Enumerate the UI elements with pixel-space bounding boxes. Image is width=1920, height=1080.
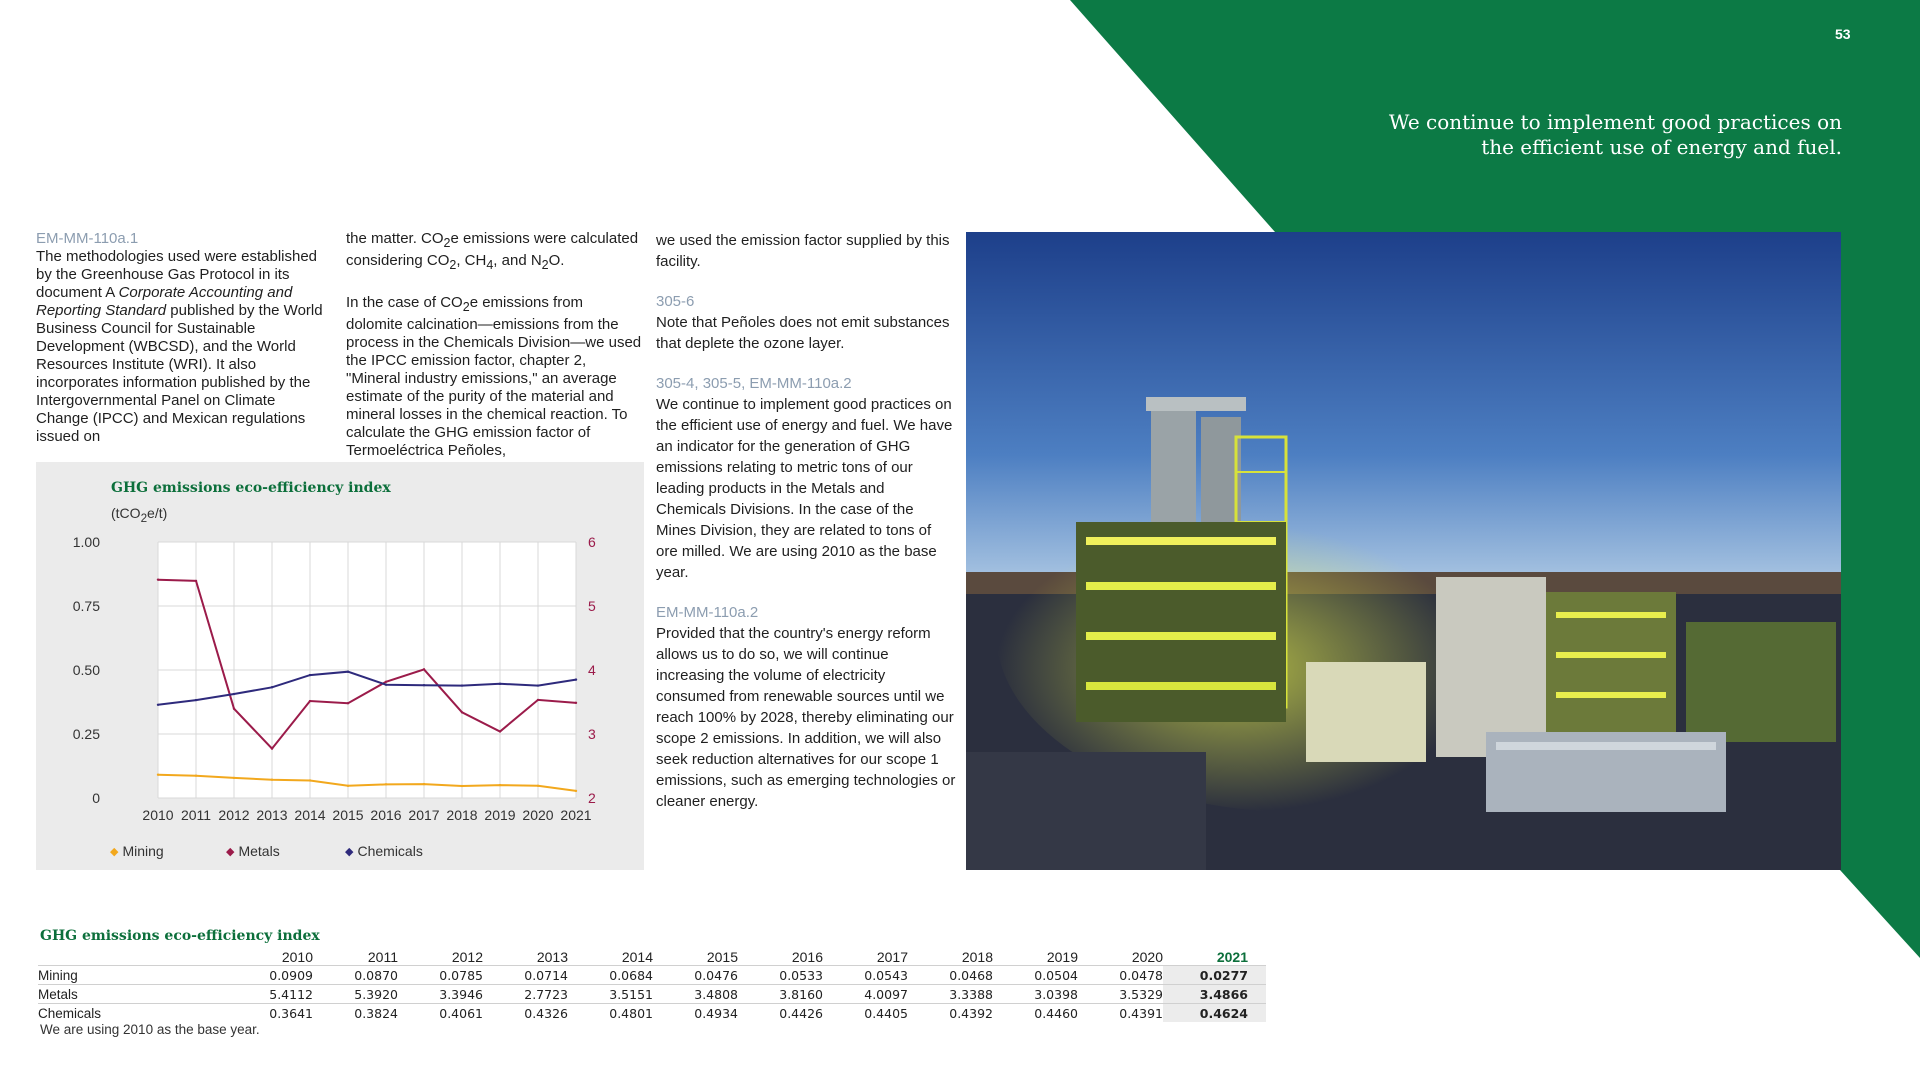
x-tick-label: 2016 — [370, 807, 402, 823]
data-point-metals — [423, 668, 425, 670]
y-right-tick-label: 5 — [588, 598, 596, 614]
y-right-tick-label: 3 — [588, 726, 596, 742]
data-point-mining — [499, 784, 501, 786]
good-practices-paragraph: We continue to implement good practices on the efficient use of energy and fuel. We have an indicator for the generation of GHG emissions relating to metric tons of our leading products in the Metals and Chemicals Divisions. In the case of the Mines Division, they are related to tons of ore milled. We are using 2010 as the base year. — [656, 396, 953, 581]
emission-factor-paragraph: we used the emission factor supplied by this facility. — [656, 232, 950, 270]
text-column-1 — [36, 230, 326, 446]
text-column-3 — [656, 230, 956, 812]
table-cell: 3.5329 — [1078, 985, 1163, 1004]
y-left-tick-label: 1.00 — [72, 534, 100, 550]
y-left-tick-label: 0.25 — [72, 726, 100, 742]
legend-label: Metals — [238, 843, 280, 859]
legend-marker-icon: ◆ — [345, 845, 354, 858]
disclosure-tag: 305-4, 305-5, EM-MM-110a.2 — [656, 375, 852, 392]
page-number: 53 — [1835, 26, 1851, 42]
table-row — [38, 985, 1266, 1004]
table-header-row — [38, 948, 1266, 966]
year-header: 2020 — [1131, 948, 1163, 965]
table-cell: 0.0909 — [228, 966, 313, 985]
data-point-metals — [271, 747, 273, 749]
table-cell: 0.0277 — [1163, 966, 1266, 985]
legend-label: Chemicals — [357, 843, 423, 859]
emissions-calc-paragraph: the matter. $CO_2e$ emissions were calculated considering $CO_2$, $CH_4$, and $N_2O$. — [346, 230, 639, 272]
table-cell: 5.4112 — [228, 985, 313, 1004]
data-point-mining — [309, 779, 311, 781]
table-cell: 0.0870 — [313, 966, 398, 985]
x-tick-label: 2014 — [294, 807, 326, 823]
chart-title: GHG emissions eco-efficiency index — [111, 480, 391, 496]
table-cell: 0.4405 — [823, 1004, 908, 1023]
data-point-mining — [157, 774, 159, 776]
year-header: 2014 — [621, 948, 653, 965]
table-cell: 0.0684 — [568, 966, 653, 985]
year-header: 2018 — [961, 948, 993, 965]
table-cell: 0.0504 — [993, 966, 1078, 985]
table-title: GHG emissions eco-efficiency index — [40, 928, 320, 944]
data-point-chemicals — [575, 678, 577, 680]
data-point-mining — [385, 783, 387, 785]
x-tick-label: 2011 — [180, 807, 212, 823]
header-blank — [38, 948, 228, 966]
legend-label: Mining — [122, 843, 164, 859]
data-point-metals — [347, 702, 349, 704]
year-header: 2015 — [706, 948, 738, 965]
data-point-metals — [537, 699, 539, 701]
row-label: Chemicals — [38, 1004, 228, 1023]
table-cell: 0.4460 — [993, 1004, 1078, 1023]
data-point-chemicals — [385, 683, 387, 685]
headline: We continue to implement good practices on the efficient use of energy and fuel. — [1388, 110, 1842, 159]
table-cell: 0.4392 — [908, 1004, 993, 1023]
table-note: We are using 2010 as the base year. — [40, 1022, 260, 1037]
table-cell: 3.4866 — [1163, 985, 1266, 1004]
table-cell: 0.0533 — [738, 966, 823, 985]
year-header: 2017 — [876, 948, 908, 965]
x-tick-label: 2015 — [332, 807, 364, 823]
text-column-2 — [346, 230, 642, 460]
data-point-metals — [461, 711, 463, 713]
data-point-mining — [195, 775, 197, 777]
table-cell: 0.4801 — [568, 1004, 653, 1023]
table-cell: 3.8160 — [738, 985, 823, 1004]
data-point-mining — [575, 790, 577, 792]
y-left-tick-label: 0 — [92, 790, 100, 806]
data-point-metals — [499, 730, 501, 732]
data-point-chemicals — [195, 699, 197, 701]
data-point-metals — [157, 578, 159, 580]
x-tick-label: 2017 — [408, 807, 440, 823]
y-right-tick-label: 4 — [588, 662, 596, 678]
chart-unit: (tCO$_2$e/t) — [111, 505, 168, 525]
industrial-plant-photo — [966, 232, 1841, 870]
data-point-mining — [461, 785, 463, 787]
disclosure-tag: EM-MM-110a.2 — [656, 604, 759, 621]
table-cell: 0.0478 — [1078, 966, 1163, 985]
table-cell: 0.4061 — [398, 1004, 483, 1023]
table-cell: 3.4808 — [653, 985, 738, 1004]
year-header: 2010 — [281, 948, 313, 965]
ozone-paragraph: Note that Peñoles does not emit substances that deplete the ozone layer. — [656, 314, 950, 352]
data-point-metals — [233, 708, 235, 710]
y-left-tick-label: 0.50 — [72, 662, 100, 678]
data-point-chemicals — [309, 674, 311, 676]
data-point-mining — [271, 779, 273, 781]
x-tick-label: 2020 — [522, 807, 554, 823]
data-point-chemicals — [233, 693, 235, 695]
x-tick-label: 2018 — [446, 807, 478, 823]
data-point-chemicals — [347, 670, 349, 672]
ghg-line-chart — [36, 462, 644, 870]
data-point-mining — [233, 777, 235, 779]
table-row — [38, 966, 1266, 985]
year-header: 2013 — [536, 948, 568, 965]
x-tick-label: 2019 — [484, 807, 516, 823]
table-cell: 5.3920 — [313, 985, 398, 1004]
disclosure-tag: EM-MM-110a.1 — [36, 230, 139, 247]
table-cell: 3.3388 — [908, 985, 993, 1004]
dolomite-paragraph: In the case of $CO_2e$ emissions from dolomite calcination—emissions from the process in the Chemicals Division—we used the IPCC emission factor, chapter 2, "Mineral industry emissions," an average estimate of the purity of the material and mineral losses in the chemical reaction. To calculate the GHG emission factor of Termoeléctrica Peñoles, — [346, 294, 642, 459]
x-tick-label: 2010 — [142, 807, 174, 823]
table-cell: 0.0785 — [398, 966, 483, 985]
legend-mining — [110, 843, 164, 859]
year-header-current: 2021 — [1216, 948, 1248, 965]
data-point-metals — [195, 580, 197, 582]
data-point-metals — [575, 702, 577, 704]
x-tick-label: 2012 — [218, 807, 250, 823]
data-point-chemicals — [423, 684, 425, 686]
y-left-tick-label: 0.75 — [72, 598, 100, 614]
table-row — [38, 1004, 1266, 1023]
table-cell: 0.3641 — [228, 1004, 313, 1023]
data-point-mining — [423, 783, 425, 785]
table-cell: 0.3824 — [313, 1004, 398, 1023]
table-cell: 2.7723 — [483, 985, 568, 1004]
y-right-tick-label: 2 — [588, 790, 596, 806]
data-point-metals — [385, 681, 387, 683]
data-point-mining — [537, 785, 539, 787]
table-cell: 0.4391 — [1078, 1004, 1163, 1023]
legend-marker-icon: ◆ — [110, 845, 119, 858]
energy-reform-paragraph: Provided that the country's energy reform allows us to do so, we will continue increasing the volume of electricity consumed from renewable sources until we reach 100% by 2028, thereby eliminating our scope 2 emissions. In addition, we will also seek reduction alternatives for our scope 1 emissions, such as emerging technologies or cleaner energy. — [656, 625, 956, 810]
row-label: Mining — [38, 966, 228, 985]
table-cell: 0.4426 — [738, 1004, 823, 1023]
x-tick-label: 2013 — [256, 807, 288, 823]
x-tick-label: 2021 — [560, 807, 592, 823]
legend-chemicals — [345, 843, 423, 859]
legend-metals — [226, 843, 280, 859]
data-point-chemicals — [157, 704, 159, 706]
table-cell: 0.4624 — [1163, 1004, 1266, 1023]
table-cell: 0.4934 — [653, 1004, 738, 1023]
table-cell: 0.0468 — [908, 966, 993, 985]
table-cell: 0.4326 — [483, 1004, 568, 1023]
table-cell: 3.5151 — [568, 985, 653, 1004]
emissions-table — [38, 948, 1266, 1022]
year-header: 2011 — [367, 948, 398, 965]
legend-marker-icon: ◆ — [226, 845, 235, 858]
y-right-tick-label: 6 — [588, 534, 596, 550]
table-cell: 3.3946 — [398, 985, 483, 1004]
row-label: Metals — [38, 985, 228, 1004]
data-point-chemicals — [499, 683, 501, 685]
data-point-chemicals — [271, 686, 273, 688]
table-cell: 3.0398 — [993, 985, 1078, 1004]
data-point-metals — [309, 700, 311, 702]
data-point-chemicals — [537, 684, 539, 686]
table-cell: 4.0097 — [823, 985, 908, 1004]
methodology-paragraph: The methodologies used were established by the Greenhouse Gas Protocol in its document A Corporate Accounting and Reporting Standard published by the World Business Council for Sustainable Development (WBCSD), and the World Resources Institute (WRI). It also incorporates information published by the Intergovernmental Panel on Climate Change (IPCC) and Mexican regulations issued on — [36, 248, 323, 445]
table-cell: 0.0543 — [823, 966, 908, 985]
year-header: 2019 — [1046, 948, 1078, 965]
data-point-mining — [347, 785, 349, 787]
year-header: 2012 — [451, 948, 483, 965]
year-header: 2016 — [791, 948, 823, 965]
data-point-chemicals — [461, 684, 463, 686]
disclosure-tag: 305-6 — [656, 293, 695, 310]
table-cell: 0.0714 — [483, 966, 568, 985]
table-cell: 0.0476 — [653, 966, 738, 985]
